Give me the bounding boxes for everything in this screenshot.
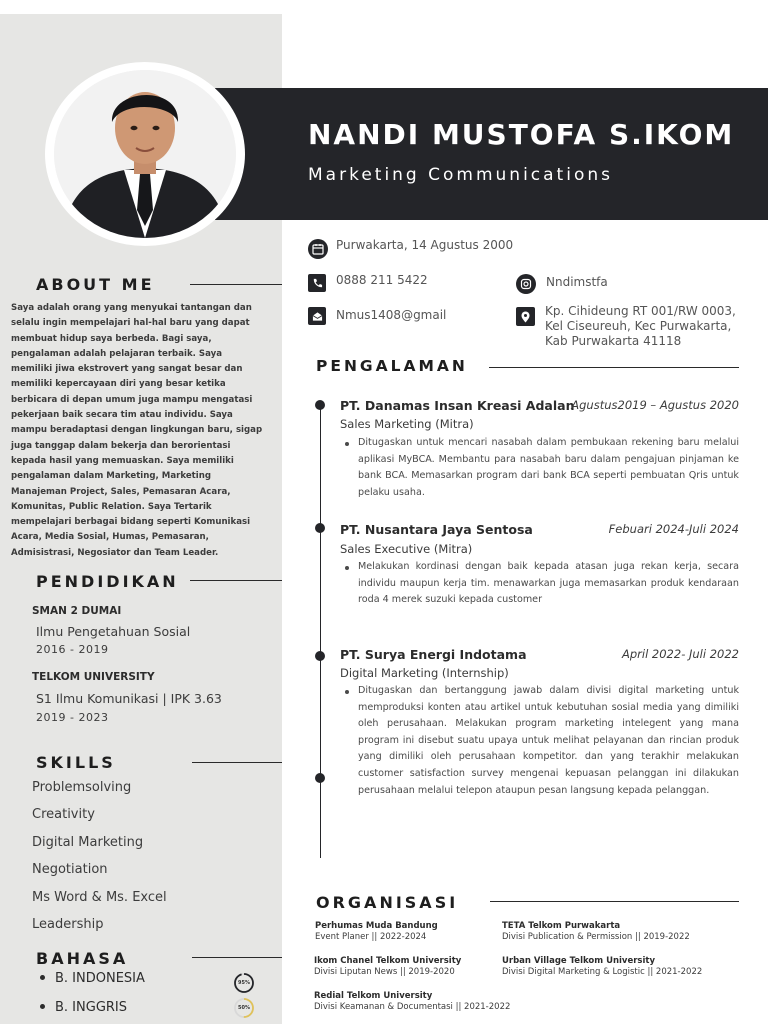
organization-name: Perhumas Muda Bandung (315, 921, 438, 931)
organization-name: TETA Telkom Purwakarta (502, 921, 621, 931)
organization-role: Divisi Keamanan & Documentasi || 2021-2022 (314, 1002, 511, 1012)
job-position: Sales Marketing (Mitra) (340, 417, 474, 431)
job-period: Agustus2019 – Agustus 2020 (571, 398, 739, 412)
language-level-label: 95% (238, 980, 250, 986)
experience-section-title: PENGALAMAN (316, 357, 468, 375)
calendar-icon (308, 239, 328, 259)
skill-item: Leadership (32, 917, 104, 932)
instagram-icon (516, 274, 536, 294)
header-band (215, 88, 768, 220)
job-period: Febuari 2024-Juli 2024 (608, 522, 739, 536)
organization-name: Redial Telkom University (314, 991, 433, 1001)
bullet-icon (345, 566, 349, 570)
birth-date-place: Purwakarta, 14 Agustus 2000 (336, 238, 514, 252)
profile-photo (54, 70, 236, 238)
bullet-icon (40, 1004, 45, 1009)
skill-item: Digital Marketing (32, 835, 144, 850)
organization-role: Divisi Publication & Permission || 2019-2022 (502, 932, 690, 942)
organization-role: Event Planer || 2022-2024 (315, 932, 427, 942)
language-name: B. INDONESIA (55, 971, 145, 986)
bullet-icon (345, 442, 349, 446)
address-line: Kel Ciseureuh, Kec Purwakarta, (545, 319, 732, 333)
job-period: April 2022- Juli 2022 (621, 647, 739, 661)
job-description: Melakukan kordinasi dengan baik kepada atasan juga rekan kerja, secara individu maupun kerja tim. menawarkan juga memasarkan produk kendaraan roda 4 merek suzuki kepada customer (358, 561, 739, 606)
education-divider (190, 580, 282, 581)
address-line: Kab Purwakarta 41118 (545, 334, 682, 348)
job-position: Digital Marketing (Internship) (340, 666, 509, 680)
timeline-dot (315, 773, 325, 783)
skill-item: Problemsolving (32, 780, 132, 795)
job-description: Ditugaskan untuk mencari nasabah dalam pembukaan rekening baru melalui aplikasi MyBCA. Membantu para nasabah baru dalam pengajuan pinjaman ke bank BCA. Memasarkan program dari bank BCA seperti pembuatan Qris untuk pelaku usaha. (358, 437, 739, 498)
language-level-label: 50% (238, 1005, 250, 1011)
about-section-title: ABOUT ME (36, 275, 155, 294)
education-program: Ilmu Pengetahuan Sosial (36, 624, 191, 639)
instagram-handle[interactable]: Nndimstfa (546, 275, 608, 289)
experience-timeline (320, 405, 321, 858)
email-icon (308, 307, 326, 325)
email-address[interactable]: Nmus1408@gmail (336, 308, 447, 322)
education-section-title: PENDIDIKAN (36, 572, 179, 591)
organization-name: Ikom Chanel Telkom University (314, 956, 462, 966)
language-divider (192, 957, 282, 958)
job-description: Ditugaskan dan bertanggung jawab dalam divisi digital marketing untuk memproduksi konten atau artikel untuk kebutuhan sosial media yang dimiliki oleh perusahaan. Melakukan program marketing intelegent yang mana program ini disebut suatu upaya untuk melihat pelayanan dan rincian produk yang dimiliki oleh perusahaan kompetitor. dan yang terakhir melakukan customer satisfaction survey mengenai kepuasan pelanggan ini dilakukan perusahaan melalui telepon ataupun pesan langsung kepada pelanggan. (358, 685, 739, 796)
language-section-title: BAHASA (36, 949, 129, 968)
skill-item: Negotiation (32, 862, 108, 877)
education-school: SMAN 2 DUMAI (32, 605, 122, 617)
education-years: 2016 - 2019 (36, 643, 109, 656)
education-school: TELKOM UNIVERSITY (32, 671, 155, 683)
language-item (40, 971, 145, 986)
job-role: Marketing Communications (308, 165, 613, 185)
about-text: Saya adalah orang yang menyukai tantangan dan selalu ingin mempelajari hal-hal baru yang dapat membuat hidup saya berbeda. Bagi saya, pengalaman adalah pelajaran terbaik. Saya memiliki jiwa ekstrovert yang sangat besar dan memiliki kepercayaan diri yang besar ketika berbicara di depan umum juga mampu mengatasi pekerjaan baik secara tim atau individu. Saya mampu beradaptasi dengan lingkungan baru, sigap juga tanggap dalam bekerja dan berorientasi kepada hasil yang memuaskan. Saya memiliki pengalaman dalam Marketing, Marketing Manajeman Project, Sales, Pemasaran Acara, Komunitas, Public Relation. Saya Tertarik mempelajari berbagai bidang seperti Komunikasi Acara, Media Sosial, Humas, Pemasaran, Admisistrasi, Negosiator dan Team Leader. (11, 303, 263, 558)
skills-section-title: SKILLS (36, 753, 116, 772)
job-company: PT. Nusantara Jaya Sentosa (340, 522, 533, 537)
timeline-dot (315, 651, 325, 661)
organization-name: Urban Village Telkom University (502, 956, 656, 966)
job-position: Sales Executive (Mitra) (340, 542, 473, 556)
timeline-dot (315, 400, 325, 410)
job-company: PT. Surya Energi Indotama (340, 647, 527, 662)
skill-item: Ms Word & Ms. Excel (32, 890, 167, 905)
job-company: PT. Danamas Insan Kreasi Adalan (340, 398, 575, 413)
location-pin-icon (516, 307, 535, 326)
profile-photo-illustration (54, 70, 236, 238)
organization-divider (490, 901, 739, 902)
skills-divider (192, 762, 282, 763)
bullet-icon (345, 690, 349, 694)
education-program: S1 Ilmu Komunikasi | IPK 3.63 (36, 691, 222, 706)
about-divider (190, 284, 282, 285)
address-line: Kp. Cihideung RT 001/RW 0003, (545, 304, 736, 318)
organization-role: Divisi Liputan News || 2019-2020 (314, 967, 455, 977)
full-name: NANDI MUSTOFA S.IKOM (308, 118, 735, 151)
timeline-dot (315, 523, 325, 533)
bullet-icon (40, 975, 45, 980)
language-name: B. INGGRIS (55, 1000, 128, 1015)
phone-icon (308, 274, 326, 292)
organization-role: Divisi Digital Marketing & Logistic || 2021-2022 (502, 967, 703, 977)
skill-item: Creativity (32, 807, 95, 822)
language-item (40, 1000, 127, 1015)
organization-section-title: ORGANISASI (316, 893, 459, 912)
phone-number[interactable]: 0888 211 5422 (336, 273, 428, 287)
education-years: 2019 - 2023 (36, 711, 109, 724)
experience-divider (489, 367, 739, 368)
